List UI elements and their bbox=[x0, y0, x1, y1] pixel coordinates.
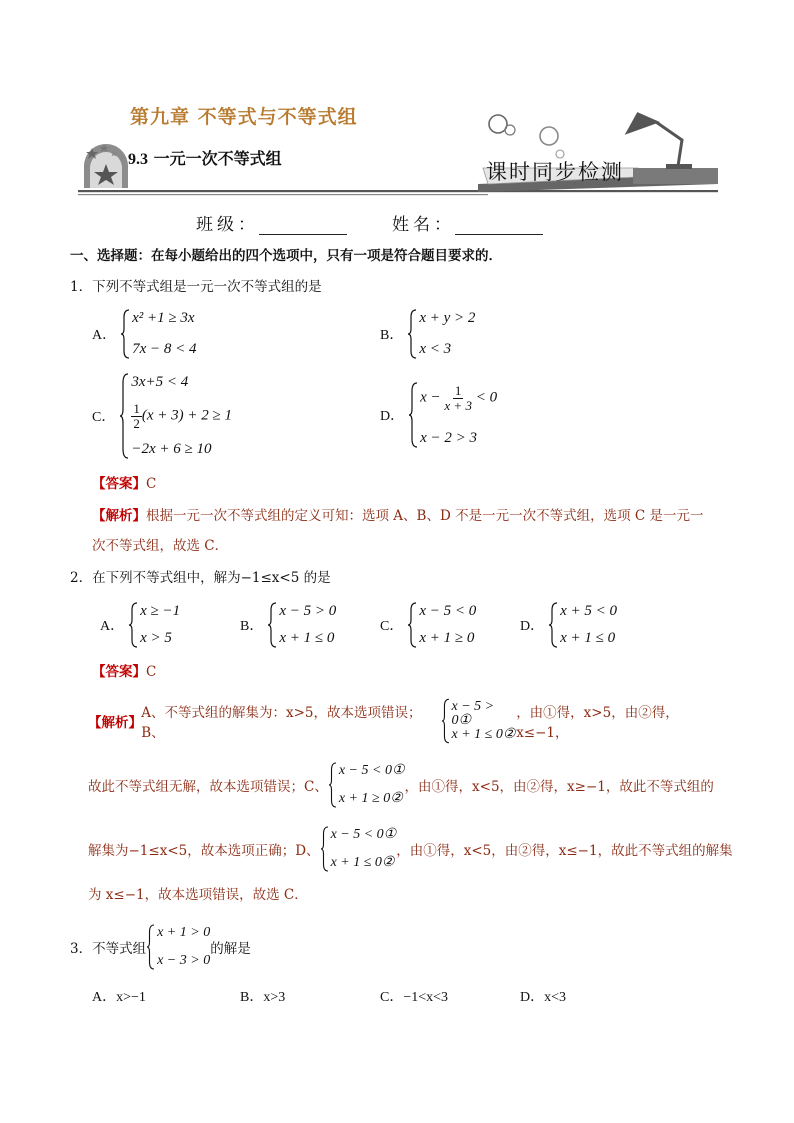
option-label: C． bbox=[92, 410, 116, 425]
inequality: x + 1 ≤ 0 bbox=[279, 630, 335, 646]
inequality: x − $\frac{1}{x + 3}$ < 0 bbox=[420, 383, 498, 413]
desk-lamp-icon bbox=[628, 114, 692, 169]
q3-option-d[interactable]: D．x<3 bbox=[520, 990, 567, 1005]
q3-option-a[interactable]: A．x>−1 bbox=[92, 990, 146, 1005]
q1-option-b[interactable] bbox=[380, 309, 475, 359]
q1-explanation: 【解析】根据一元一次不等式组的定义可知：选项 A、B、D 不是一元一次不等式组，选项 C 是一元一 bbox=[92, 508, 704, 524]
inequality: −2x + 6 ≥ 10 bbox=[131, 441, 212, 457]
brace-icon bbox=[119, 373, 129, 459]
q1-option-a[interactable] bbox=[92, 309, 197, 359]
q2-explanation-line1: 【解析】 A、不等式组的解集为：x>5，故本选项错误；B、 x − 5 > 0① x + 1 ≤ 0② ，由①得，x>5，由②得，x≤−1， bbox=[88, 699, 679, 742]
chapter-title: 第九章 不等式与不等式组 bbox=[130, 106, 358, 128]
class-field bbox=[196, 210, 347, 235]
class-blank[interactable] bbox=[259, 216, 347, 235]
section-title bbox=[128, 146, 282, 169]
class-label: 班级： bbox=[196, 215, 259, 235]
inequality: x² +1 ≥ 3x bbox=[132, 310, 195, 326]
inequality: x − 5 > 0 bbox=[279, 603, 337, 619]
inequality: x ≥ −1 bbox=[140, 603, 181, 619]
q2-option-c[interactable] bbox=[380, 602, 476, 648]
name-label: 姓名： bbox=[392, 215, 455, 235]
brace-icon bbox=[328, 762, 337, 808]
q3-option-c[interactable]: C．−1<x<3 bbox=[380, 990, 449, 1005]
brace-icon bbox=[146, 924, 155, 970]
inequality: x + 1 ≥ 0 bbox=[419, 630, 475, 646]
inequality: x + 5 < 0 bbox=[560, 603, 618, 619]
q2-explanation-line3: 解集为−1≤x<5，故本选项正确；D、 x − 5 < 0① x + 1 ≤ 0② ，由①得，x<5，由②得，x≤−1，故此不等式组的解集 bbox=[88, 827, 733, 870]
section-number: 9.3 bbox=[128, 151, 148, 168]
inequality: $\frac{1}{2}$ (x + 3) + 2 ≥ 1 bbox=[133, 400, 232, 431]
name-blank[interactable] bbox=[455, 216, 543, 235]
brace-icon bbox=[128, 602, 138, 648]
option-label: D． bbox=[520, 619, 545, 634]
name-field bbox=[392, 210, 543, 235]
inequality: 7x − 8 < 4 bbox=[132, 341, 197, 357]
option-label: D． bbox=[380, 409, 405, 424]
inequality: x + 1 ≤ 0 bbox=[560, 630, 616, 646]
brace-icon bbox=[320, 826, 329, 872]
q3-stem: 3．不等式组 x + 1 > 0 x − 3 > 0 的解是 bbox=[70, 925, 251, 968]
q2-option-d[interactable] bbox=[520, 602, 617, 648]
inequality: x < 3 bbox=[419, 341, 452, 357]
brace-icon bbox=[548, 602, 558, 648]
option-label: C． bbox=[380, 619, 404, 634]
brace-icon bbox=[407, 309, 417, 359]
option-label: B． bbox=[380, 328, 404, 343]
star-badge-icon bbox=[84, 144, 128, 188]
brace-icon bbox=[120, 309, 130, 359]
q1-option-d[interactable] bbox=[380, 382, 497, 448]
brace-icon bbox=[441, 698, 450, 744]
q2-option-b[interactable] bbox=[240, 602, 336, 648]
q1-option-c[interactable] bbox=[92, 373, 232, 459]
q2-option-a[interactable] bbox=[100, 602, 180, 648]
brace-icon bbox=[267, 602, 277, 648]
brace-icon bbox=[407, 602, 417, 648]
q2-answer: 【答案】C bbox=[92, 664, 157, 680]
stamp-text: 课时同步检测 bbox=[486, 160, 624, 184]
section-name: 一元一次不等式组 bbox=[153, 149, 282, 168]
option-label: A． bbox=[100, 619, 125, 634]
inequality: x + y > 2 bbox=[419, 310, 476, 326]
inequality: x − 5 < 0 bbox=[419, 603, 477, 619]
q1-stem: 1．下列不等式组是一元一次不等式组的是 bbox=[70, 279, 322, 295]
q1-answer: 【答案】C bbox=[92, 476, 157, 492]
section-intro: 一、选择题：在每小题给出的四个选项中，只有一项是符合题目要求的． bbox=[70, 248, 502, 264]
option-label: A． bbox=[92, 328, 117, 343]
q2-explanation-line2: 故此不等式组无解，故本选项错误；C、 x − 5 < 0① x + 1 ≥ 0② ，由①得，x<5，由②得，x≥−1，故此不等式组的 bbox=[88, 763, 714, 806]
q3-option-b[interactable]: B．x>3 bbox=[240, 990, 286, 1005]
q2-explanation-line4: 为 x≤−1，故本选项错误，故选 C． bbox=[88, 887, 308, 903]
q2-stem: 2．在下列不等式组中，解为−1≤x<5 的是 bbox=[70, 570, 331, 586]
inequality: x − 2 > 3 bbox=[420, 430, 478, 446]
brace-icon bbox=[408, 382, 418, 448]
inequality: 3x+5 < 4 bbox=[131, 374, 189, 390]
option-label: B． bbox=[240, 619, 264, 634]
inequality: x > 5 bbox=[140, 630, 172, 646]
q1-explanation-line2: 次不等式组，故选 C． bbox=[92, 538, 229, 554]
